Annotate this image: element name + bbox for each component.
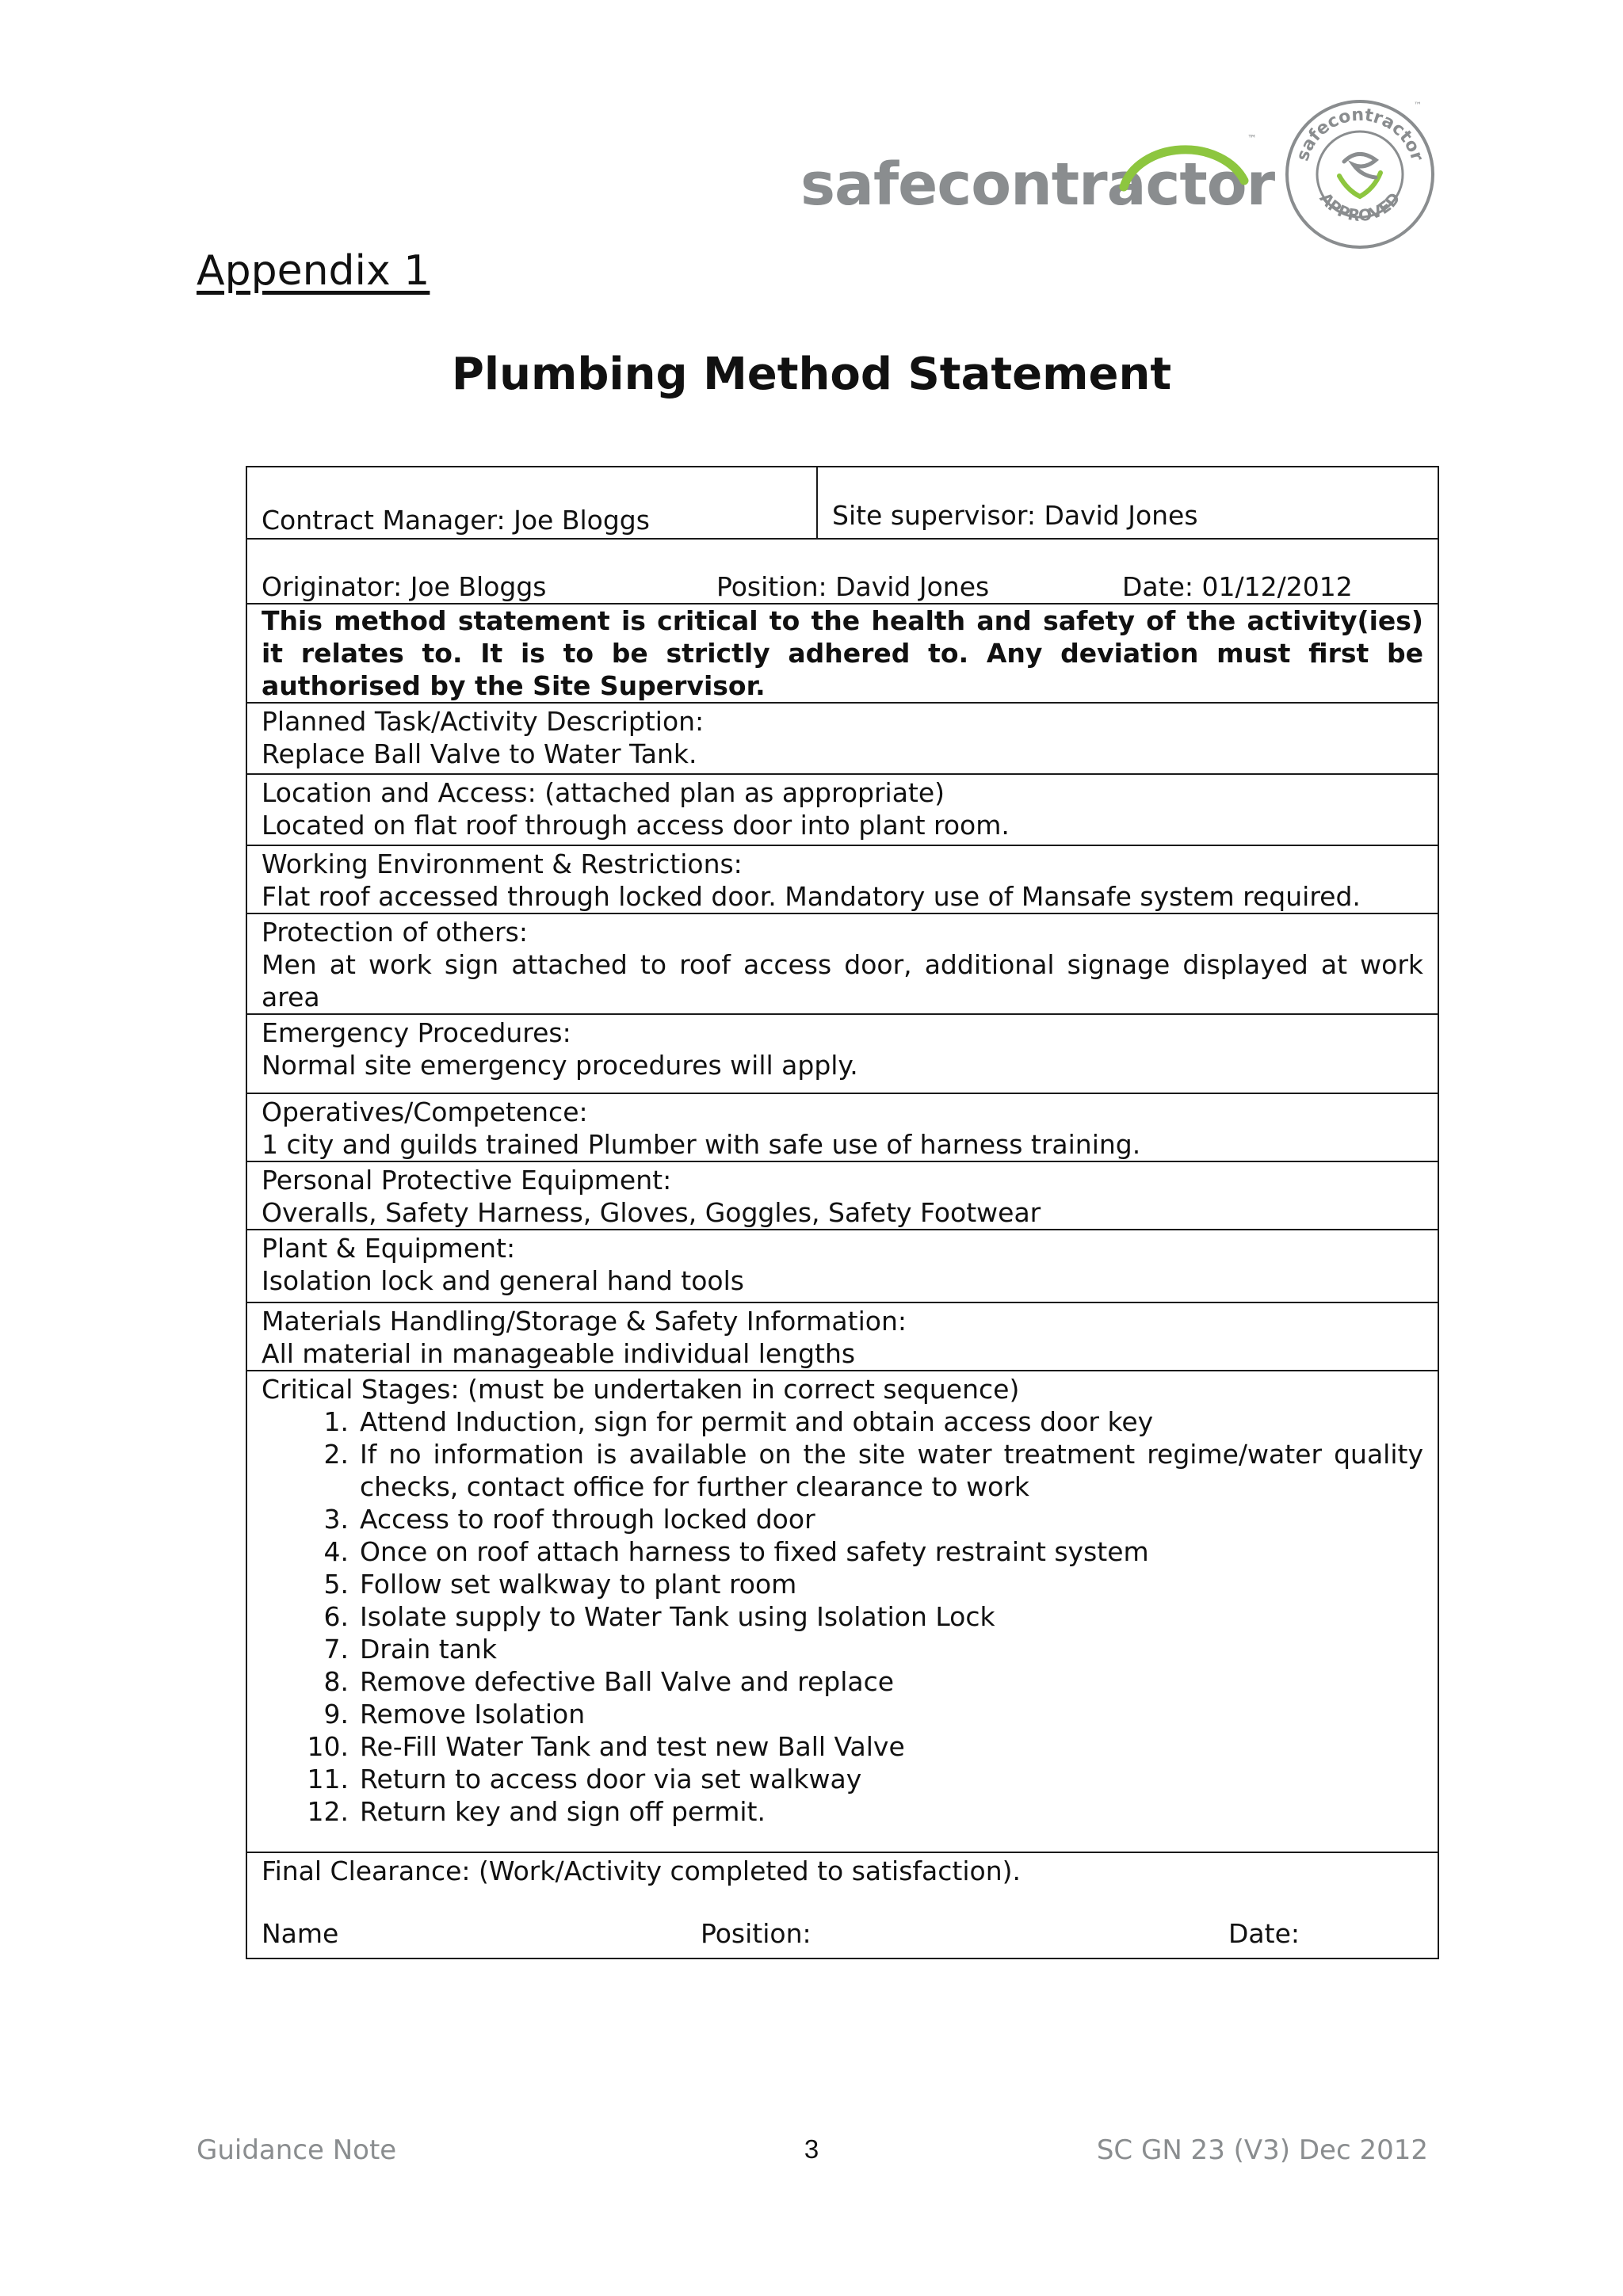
appendix-heading: Appendix 1 <box>197 247 430 295</box>
section-value: Replace Ball Valve to Water Tank. <box>262 738 697 769</box>
section-value: Flat roof accessed through locked door. Mandatory use of Mansafe system required. <box>262 881 1361 912</box>
trademark-symbol: ™ <box>1247 133 1257 144</box>
list-item <box>262 1568 1423 1600</box>
safecontractor-wordmark: safecontractor <box>800 151 1275 219</box>
list-item <box>262 1438 1423 1503</box>
section-value: Located on flat roof through access door into plant room. <box>262 810 1010 841</box>
working-environment-row <box>246 845 1438 913</box>
step-number: 11. <box>307 1764 349 1794</box>
step-number: 6. <box>323 1601 349 1632</box>
step-text: Isolate supply to Water Tank using Isolation Lock <box>360 1601 995 1632</box>
final-name-field: Name <box>262 1918 339 1949</box>
step-number: 2. <box>323 1439 349 1470</box>
position-field: Position: David Jones <box>716 571 990 602</box>
materials-handling-row <box>246 1302 1438 1371</box>
step-text: Attend Induction, sign for permit and obtain access door key <box>360 1406 1154 1437</box>
contract-manager-cell: Contract Manager: Joe Bloggs <box>246 467 817 539</box>
list-item <box>262 1795 1423 1828</box>
section-value: Isolation lock and general hand tools <box>262 1265 744 1296</box>
section-label: Emergency Procedures: <box>262 1017 571 1048</box>
list-item <box>262 1600 1423 1633</box>
warning-row <box>246 604 1438 703</box>
originator-field: Originator: Joe Bloggs <box>262 571 547 602</box>
method-statement-table <box>246 466 1439 1959</box>
step-text: If no information is available on the site water treatment regime/water quality checks, contact office for further clearance to work <box>360 1439 1423 1502</box>
location-access-row <box>246 774 1438 845</box>
step-number: 12. <box>307 1796 349 1827</box>
section-label: Plant & Equipment: <box>262 1233 516 1264</box>
page-title: Plumbing Method Statement <box>451 349 1172 400</box>
approved-seal-icon <box>1282 97 1438 252</box>
step-text: Return to access door via set walkway <box>360 1764 862 1794</box>
final-clearance-row <box>246 1852 1438 1958</box>
section-label: Location and Access: (attached plan as appropriate) <box>262 777 945 808</box>
section-label: Final Clearance: (Work/Activity completed to satisfaction). <box>262 1855 1021 1886</box>
site-supervisor-cell: Site supervisor: David Jones <box>817 467 1438 539</box>
list-item <box>262 1535 1423 1568</box>
date-field: Date: 01/12/2012 <box>1122 571 1353 602</box>
operatives-competence-row <box>246 1093 1438 1161</box>
step-text: Access to roof through locked door <box>360 1504 815 1535</box>
section-value: Normal site emergency procedures will apply. <box>262 1050 858 1081</box>
section-value: Overalls, Safety Harness, Gloves, Goggles, Safety Footwear <box>262 1197 1041 1228</box>
list-item <box>262 1503 1423 1535</box>
section-label: Materials Handling/Storage & Safety Information: <box>262 1306 907 1337</box>
plant-equipment-row <box>246 1230 1438 1302</box>
step-number: 3. <box>323 1504 349 1535</box>
step-number: 5. <box>323 1569 349 1600</box>
final-date-field: Date: <box>1228 1918 1300 1949</box>
list-item <box>262 1633 1423 1665</box>
page-number: 3 <box>804 2134 819 2164</box>
list-item <box>262 1665 1423 1698</box>
step-number: 4. <box>323 1536 349 1567</box>
critical-stages-row <box>246 1371 1438 1852</box>
step-text: Drain tank <box>360 1634 497 1665</box>
ppe-row <box>246 1161 1438 1230</box>
section-label: Operatives/Competence: <box>262 1097 588 1127</box>
critical-stages-list <box>262 1405 1423 1828</box>
step-text: Re-Fill Water Tank and test new Ball Valve <box>360 1731 905 1762</box>
step-text: Remove Isolation <box>360 1699 586 1730</box>
step-number: 7. <box>323 1634 349 1665</box>
list-item <box>262 1763 1423 1795</box>
list-item <box>262 1698 1423 1730</box>
protection-of-others-row <box>246 913 1438 1014</box>
planned-task-row <box>246 703 1438 774</box>
step-number: 8. <box>323 1666 349 1697</box>
footer-document-ref: SC GN 23 (V3) Dec 2012 <box>1096 2134 1428 2166</box>
manager-row <box>246 467 1438 539</box>
section-value: 1 city and guilds trained Plumber with safe use of harness training. <box>262 1129 1141 1160</box>
step-number: 10. <box>307 1731 349 1762</box>
warning-text: This method statement is critical to the health and safety of the activity(ies) it relates to. It is to be strictly adhered to. Any deviation must first be authorised by the Site Supervisor. <box>246 604 1438 703</box>
step-number: 9. <box>323 1699 349 1730</box>
section-label: Critical Stages: (must be undertaken in correct sequence) <box>262 1374 1020 1405</box>
final-position-field: Position: <box>701 1918 812 1949</box>
section-label: Planned Task/Activity Description: <box>262 706 705 737</box>
footer-guidance-note: Guidance Note <box>197 2134 397 2166</box>
step-text: Return key and sign off permit. <box>360 1796 766 1827</box>
seal-top-text: safecontractor <box>1293 105 1427 164</box>
section-value: All material in manageable individual lengths <box>262 1338 856 1369</box>
section-label: Working Environment & Restrictions: <box>262 849 743 879</box>
section-value: Men at work sign attached to roof access door, additional signage displayed at work area <box>262 949 1423 1013</box>
originator-row <box>246 539 1438 604</box>
step-text: Once on roof attach harness to fixed safety restraint system <box>360 1536 1149 1567</box>
step-text: Remove defective Ball Valve and replace <box>360 1666 895 1697</box>
list-item <box>262 1730 1423 1763</box>
section-label: Personal Protective Equipment: <box>262 1165 672 1196</box>
seal-bottom-text: APPROVED <box>1316 189 1404 226</box>
emergency-procedures-row <box>246 1014 1438 1093</box>
list-item <box>262 1405 1423 1438</box>
section-label: Protection of others: <box>262 917 528 948</box>
step-number: 1. <box>323 1406 349 1437</box>
seal-tm: ™ <box>1414 101 1422 110</box>
step-text: Follow set walkway to plant room <box>360 1569 797 1600</box>
